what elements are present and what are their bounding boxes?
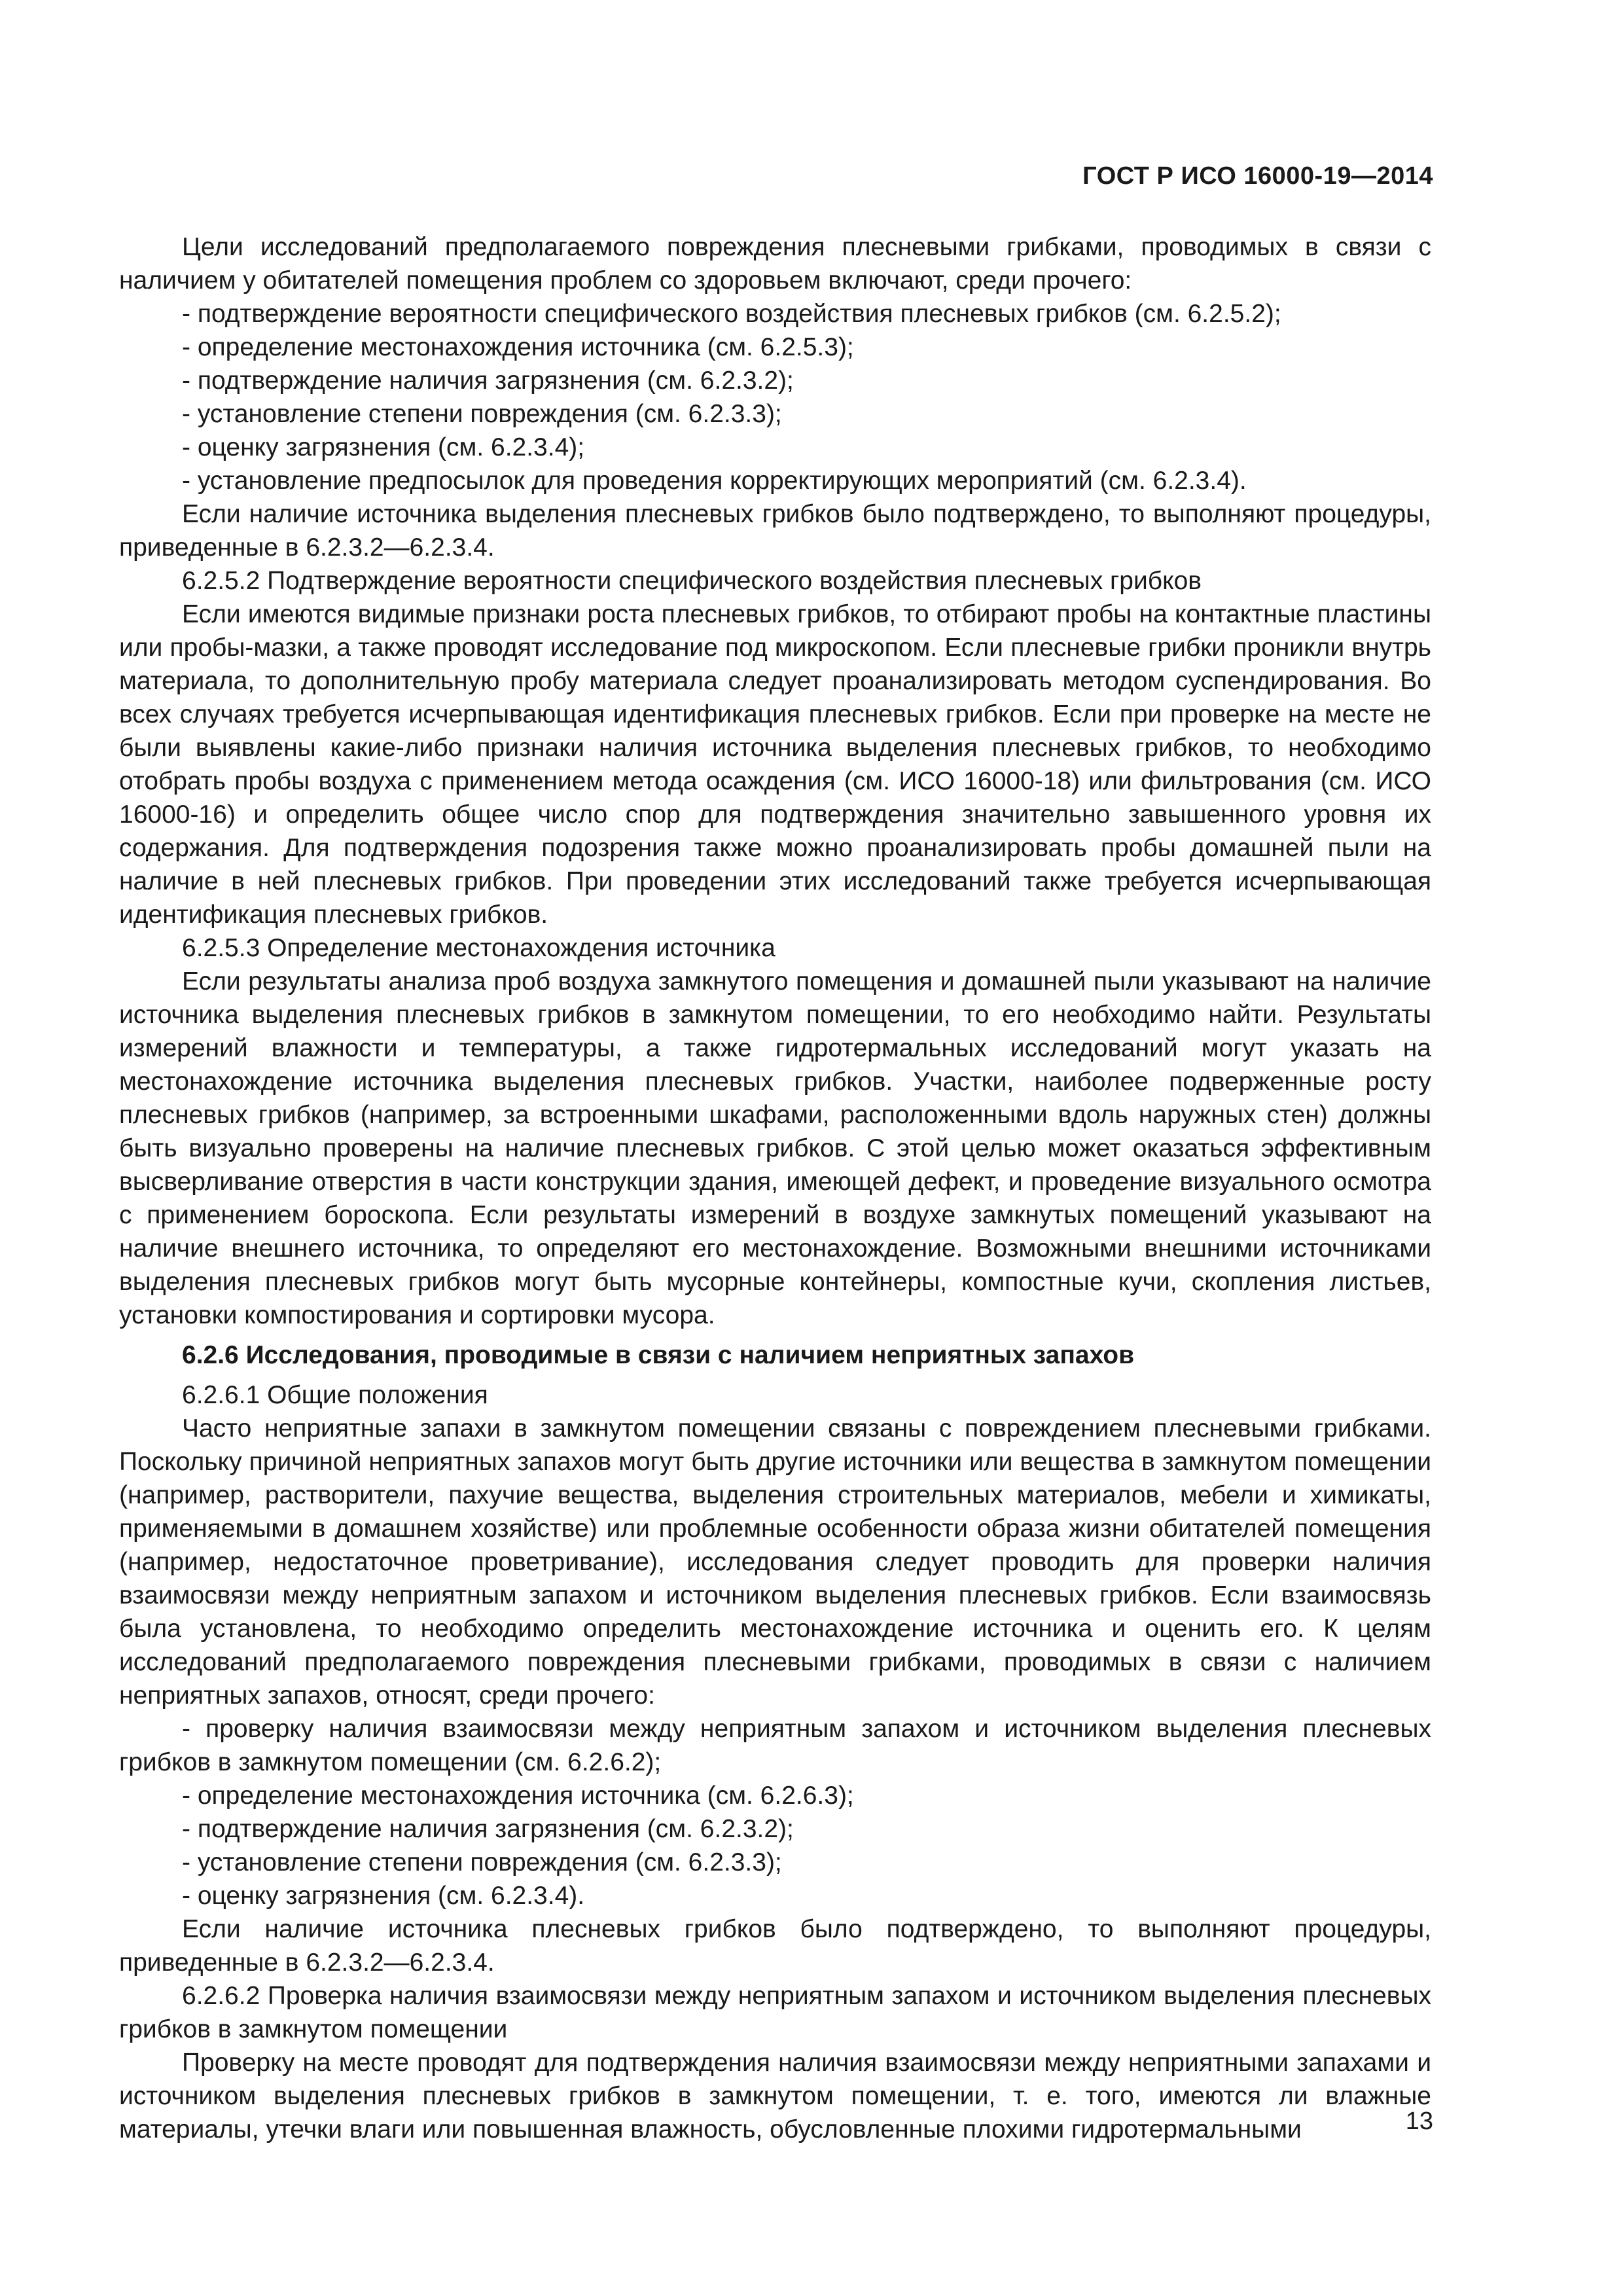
intro-list-item: - подтверждение вероятности специфического воздействия плесневых грибков (см. 6.2.5.2); — [119, 297, 1431, 331]
section-6-2-6-heading: 6.2.6 Исследования, проводимые в связи с наличием неприятных запахов — [182, 1341, 1135, 1369]
section-6-2-5-2-paragraph: Если имеются видимые признаки роста плесневых грибков, то отбирают пробы на контактные пластины или пробы-мазки, а также проводят исследование под микроскопом. Если плесневые грибки проникли внутрь материала, то дополнительную пробу материала следует проанализировать методом суспендирования. Во всех случаях требуется исчерпывающая идентификация плесневых грибков. Если при проверке на месте не были выявлены какие-либо признаки наличия источника выделения плесневых грибков, то необходимо отобрать пробы воздуха с применением метода осаждения (см. ИСО 16000-18) или фильтрования (см. ИСО 16000-16) и определить общее число спор для подтверждения значительно завышенного уровня их содержания. Для подтверждения подозрения также можно проанализировать пробы домашней пыли на наличие в ней плесневых грибков. При проведении этих исследований также требуется исчерпывающая идентификация плесневых грибков. — [119, 600, 1431, 929]
section-6-2-6-1-list-item: - проверку наличия взаимосвязи между неприятным запахом и источником выделения плесневых грибков в замкнутом помещении (см. 6.2.6.2); — [119, 1712, 1431, 1779]
intro-list-item: - подтверждение наличия загрязнения (см. 6.2.3.2); — [119, 364, 1431, 397]
section-6-2-6-1-closing-paragraph: Если наличие источника плесневых грибков было подтверждено, то выполняют процедуры, приведенные в 6.2.3.2—6.2.3.4. — [119, 1915, 1431, 1977]
intro-closing-paragraph: Если наличие источника выделения плесневых грибков было подтверждено, то выполняют процедуры, приведенные в 6.2.3.2—6.2.3.4. — [119, 500, 1431, 562]
section-6-2-6-2-heading: 6.2.6.2 Проверка наличия взаимосвязи между неприятным запахом и источником выделения плесневых грибков в замкнутом помещении — [119, 1982, 1431, 2043]
intro-list-item: - установление степени повреждения (см. 6.2.3.3); — [119, 397, 1431, 431]
intro-paragraph: Цели исследований предполагаемого повреждения плесневыми грибками, проводимых в связи с наличием у обитателей помещения проблем со здоровьем включают, среди прочего: — [119, 233, 1431, 295]
document-header: ГОСТ Р ИСО 16000-19—2014 — [1082, 162, 1433, 190]
section-6-2-5-2-heading: 6.2.5.2 Подтверждение вероятности специфического воздействия плесневых грибков — [182, 567, 1202, 595]
section-6-2-6-1-heading: 6.2.6.1 Общие положения — [182, 1381, 488, 1409]
document-body — [119, 230, 1431, 2146]
section-6-2-6-1-list-item: - подтверждение наличия загрязнения (см. 6.2.3.2); — [119, 1812, 1431, 1846]
section-6-2-6-1-paragraph: Часто неприятные запахи в замкнутом помещении связаны с повреждением плесневыми грибками. Поскольку причиной неприятных запахов могут быть другие источники или вещества в замкнутом помещении (например, растворители, пахучие вещества, выделения строительных материалов, мебели и химикаты, применяемыми в домашнем хозяйстве) или проблемные особенности образа жизни обитателей помещения (например, недостаточное проветривание), исследования следует проводить для проверки наличия взаимосвязи между неприятным запахом и источником выделения плесневых грибков. Если взаимосвязь была установлена, то необходимо определить местонахождение источника и оценить его. К целям исследований предполагаемого повреждения плесневыми грибками, проводимых в связи с наличием неприятных запахов, относят, среди прочего: — [119, 1414, 1431, 1710]
section-6-2-6-2-paragraph: Проверку на месте проводят для подтверждения наличия взаимосвязи между неприятными запахами и источником выделения плесневых грибков в замкнутом помещении, т. е. того, имеются ли влажные материалы, утечки влаги или повышенная влажность, обусловленные плохими гидротермальными — [119, 2049, 1431, 2144]
section-6-2-5-3-heading: 6.2.5.3 Определение местонахождения источника — [182, 934, 776, 962]
section-6-2-6-1-list-item: - установление степени повреждения (см. 6.2.3.3); — [119, 1846, 1431, 1879]
section-6-2-5-3-paragraph: Если результаты анализа проб воздуха замкнутого помещения и домашней пыли указывают на наличие источника выделения плесневых грибков в замкнутом помещении, то его необходимо найти. Результаты измерений влажности и температуры, а также гидротермальных исследований могут указать на местонахождение источника выделения плесневых грибков. Участки, наиболее подверженные росту плесневых грибков (например, за встроенными шкафами, расположенными вдоль наружных стен) должны быть визуально проверены на наличие плесневых грибков. С этой целью может оказаться эффективным высверливание отверстия в части конструкции здания, имеющей дефект, и проведение визуального осмотра с применением бороскопа. Если результаты измерений в воздухе замкнутых помещений указывают на наличие внешнего источника, то определяют его местонахождение. Возможными внешними источниками выделения плесневых грибков могут быть мусорные контейнеры, компостные кучи, скопления листьев, установки компостирования и сортировки мусора. — [119, 967, 1431, 1329]
intro-list-item: - оценку загрязнения (см. 6.2.3.4); — [119, 431, 1431, 464]
intro-list-item: - определение местонахождения источника (см. 6.2.5.3); — [119, 331, 1431, 364]
section-6-2-6-1-list-item: - определение местонахождения источника (см. 6.2.6.3); — [119, 1779, 1431, 1812]
page-number: 13 — [1405, 2108, 1433, 2135]
section-6-2-6-1-list-item: - оценку загрязнения (см. 6.2.3.4). — [119, 1879, 1431, 1912]
intro-list-item: - установление предпосылок для проведения корректирующих мероприятий (см. 6.2.3.4). — [119, 464, 1431, 497]
